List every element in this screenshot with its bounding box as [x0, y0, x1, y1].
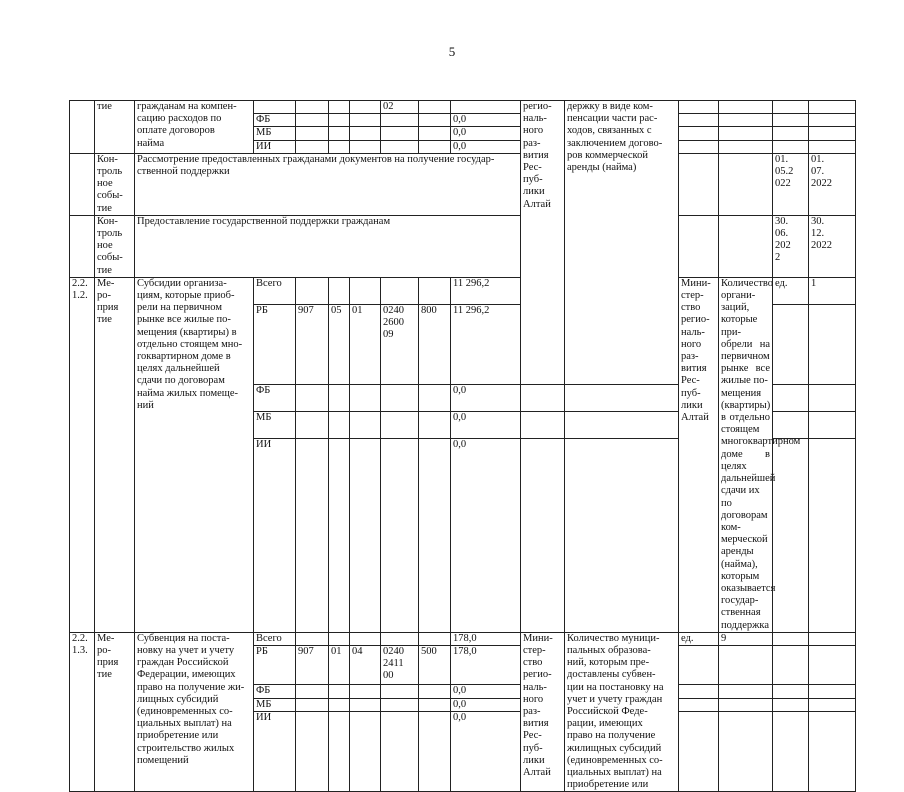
- csr-cell: 0240 2600 09: [381, 304, 419, 384]
- sum-cell: 0,0: [451, 384, 521, 411]
- grbs-cell: 907: [296, 646, 329, 685]
- source-label: ИИ: [254, 140, 296, 153]
- source-label: ФБ: [254, 685, 296, 698]
- grbs-cell: 907: [296, 304, 329, 384]
- start-date: 01. 05.2 022: [773, 153, 809, 215]
- sum-cell: 178,0: [451, 646, 521, 685]
- responsible-cell: Мини- стер- ство регио- наль- ного раз- вития Рес- пуб- лики Алтай: [679, 277, 719, 632]
- table-row: [70, 277, 856, 304]
- row-number-cell: [70, 101, 95, 154]
- csr-cell: 0240 2411 00: [381, 646, 419, 685]
- sum-cell: 0,0: [451, 698, 521, 711]
- sum-cell: 11 296,2: [451, 277, 521, 304]
- type-cell: Кон- троль ное собы- тие: [95, 153, 135, 215]
- source-label: ИИ: [254, 438, 296, 632]
- source-label: ФБ: [254, 384, 296, 411]
- pr-cell: 01: [350, 304, 381, 384]
- indicator-cell: держку в виде ком- пенсации части рас- ходов, связанных с заключением догово- ров коммерческой аренды (найма): [565, 101, 679, 385]
- pr-cell: 04: [350, 646, 381, 685]
- type-cell: Ме- ро- прия тие: [95, 277, 135, 632]
- rz-cell: 01: [329, 646, 350, 685]
- row-number-cell: 2.2. 1.2.: [70, 277, 95, 632]
- sum-cell: 0,0: [451, 438, 521, 632]
- end-date: 01. 07. 2022: [809, 153, 856, 215]
- sum-cell: 11 296,2: [451, 304, 521, 384]
- end-date: 30. 12. 2022: [809, 215, 856, 277]
- type-cell: тие: [95, 101, 135, 154]
- source-label: ИИ: [254, 711, 296, 792]
- table-row: [70, 215, 856, 277]
- csr-cell: 02: [381, 101, 419, 114]
- value-cell: 1: [809, 277, 856, 304]
- source-label: МБ: [254, 127, 296, 140]
- table-row: [70, 632, 856, 645]
- sum-cell: 0,0: [451, 140, 521, 153]
- name-cell: гражданам на компен- сацию расходов по оплате договоров найма: [135, 101, 254, 154]
- source-label: ФБ: [254, 114, 296, 127]
- responsible-cell: регио- наль- ного раз- вития Рес- пуб- лики Алтай: [521, 101, 565, 385]
- value-cell: 9: [719, 632, 773, 645]
- source-label: РБ: [254, 646, 296, 685]
- sum-cell: 0,0: [451, 114, 521, 127]
- source-label: МБ: [254, 411, 296, 438]
- responsible-cell: Мини- стер- ство регио- наль- ного раз- вития Рес- пуб- лики Алтай: [521, 632, 565, 792]
- control-event-name: Рассмотрение предоставленных гражданами документов на получение государ- ственной поддержки: [135, 153, 521, 215]
- page-number: 5: [448, 44, 456, 59]
- indicator-cell: Количество муници- пальных образова- ний, которым пре- доставлены субвен- ции на постановку на учет и учету граждан Российской Феде- рации, имеющих право на получение жилищных субсидий (единовременных со- циальных выплат) на приобретение или: [565, 632, 679, 792]
- type-cell: Ме- ро- прия тие: [95, 632, 135, 792]
- vr-cell: 500: [419, 646, 451, 685]
- source-label: МБ: [254, 698, 296, 711]
- unit-cell: ед.: [773, 277, 809, 304]
- source-label: Всего: [254, 632, 296, 645]
- sum-cell: 178,0: [451, 632, 521, 645]
- activity-table: [69, 100, 856, 792]
- sum-cell: 0,0: [451, 411, 521, 438]
- name-cell: Субсидии организа- циям, которые приоб- рели на первичном рынке все жилые по- мещения (квартиры) в отдельно стоящем мно- гоквартирном доме в целях дальнейшей сдачи по договорам найма жилых помеще- ний: [135, 277, 254, 632]
- row-number-cell: 2.2. 1.3.: [70, 632, 95, 792]
- source-label: РБ: [254, 304, 296, 384]
- indicator-cell: Количество органи- заций, которые при- обрели на первичном рынке все жилые по- мещения (квартиры) в отдельно стоящем многоквартирном доме в целях дальнейшей сдачи их по договорам ком- мерческой аренды (найма), которым оказывается государ- ственная поддержка: [719, 277, 773, 632]
- table-row: [70, 101, 856, 114]
- sum-cell: 0,0: [451, 711, 521, 792]
- vr-cell: 800: [419, 304, 451, 384]
- source-label: Всего: [254, 277, 296, 304]
- rz-cell: 05: [329, 304, 350, 384]
- type-cell: Кон- троль ное собы- тие: [95, 215, 135, 277]
- sum-cell: 0,0: [451, 127, 521, 140]
- unit-cell: ед.: [679, 632, 719, 645]
- sum-cell: 0,0: [451, 685, 521, 698]
- control-event-name: Предоставление государственной поддержки гражданам: [135, 215, 521, 277]
- table-row: [70, 153, 856, 215]
- name-cell: Субвенция на поста- новку на учет и учету граждан Российской Федерации, имеющих право на получение жи- лищных субсидий (единовременных со- циальных выплат) на приобретение или строительство жилых помещений: [135, 632, 254, 792]
- start-date: 30. 06. 202 2: [773, 215, 809, 277]
